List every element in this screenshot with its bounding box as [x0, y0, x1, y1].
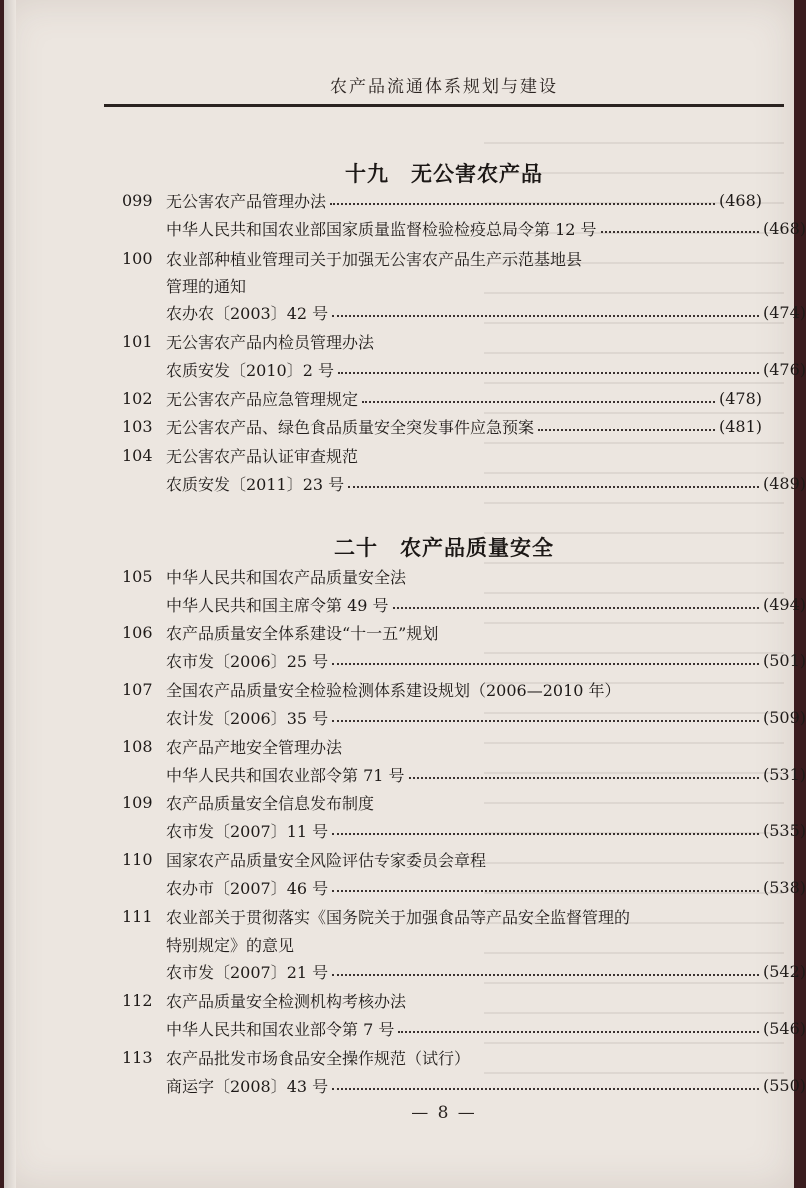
toc-subentry — [122, 1014, 806, 1042]
section-heading: 十九 无公害农产品 — [345, 161, 543, 186]
toc-subentry — [122, 816, 806, 844]
entry-page: (531) — [762, 764, 806, 784]
entry-source: 农市发〔2007〕21 号 — [166, 962, 329, 982]
entry-number: 113 — [122, 1047, 153, 1067]
leader-dots — [332, 833, 759, 835]
entry-source: 中华人民共和国主席令第 49 号 — [166, 595, 389, 615]
entry-number: 105 — [122, 566, 153, 586]
toc-entry[interactable] — [122, 441, 762, 469]
entry-source: 中华人民共和国农业部国家质量监督检验检疫总局令第 12 号 — [166, 219, 597, 239]
entry-title: 农产品质量安全检测机构考核办法 — [166, 991, 407, 1011]
entry-number: 103 — [122, 416, 153, 436]
toc-subentry — [122, 469, 806, 497]
toc-entry[interactable] — [122, 244, 762, 272]
leader-dots — [332, 315, 759, 317]
toc-subentry — [122, 590, 806, 618]
toc-subentry — [122, 298, 806, 326]
entry-title: 无公害农产品应急管理规定 — [166, 389, 359, 409]
leader-dots — [601, 231, 759, 233]
toc-entry[interactable] — [122, 986, 762, 1014]
toc-entry[interactable] — [122, 384, 762, 412]
entry-title: 农产品产地安全管理办法 — [166, 737, 343, 757]
section-heading: 二十 农产品质量安全 — [334, 535, 554, 560]
entry-number: 099 — [122, 190, 153, 210]
entry-number: 109 — [122, 792, 153, 812]
toc-subentry — [122, 873, 806, 901]
entry-source: 农市发〔2006〕25 号 — [166, 651, 329, 671]
leader-dots — [330, 203, 715, 205]
entry-source: 农办市〔2007〕46 号 — [166, 878, 329, 898]
toc-entry[interactable] — [122, 732, 762, 760]
entry-page: (468) — [762, 218, 806, 238]
entry-page: (494) — [762, 594, 806, 614]
entry-page: (476) — [762, 359, 806, 379]
entry-page: (468) — [718, 190, 762, 210]
leader-dots — [332, 974, 759, 976]
entry-source: 农办农〔2003〕42 号 — [166, 303, 329, 323]
leader-dots — [398, 1031, 759, 1033]
toc-entry[interactable] — [122, 412, 762, 440]
toc-subentry — [122, 214, 806, 242]
leader-dots — [409, 777, 759, 779]
entry-title: 农产品质量安全体系建设“十一五”规划 — [166, 623, 439, 643]
entry-number: 110 — [122, 849, 153, 869]
header-rule — [104, 104, 784, 107]
leader-dots — [332, 663, 759, 665]
entry-page: (478) — [718, 388, 762, 408]
entry-page: (489) — [762, 473, 806, 493]
running-header: 农产品流通体系规划与建设 — [330, 77, 558, 97]
toc-entry[interactable] — [122, 675, 762, 703]
book-page — [4, 0, 806, 1188]
entry-number: 107 — [122, 679, 153, 699]
entry-page: (474) — [762, 302, 806, 322]
toc-entry[interactable] — [122, 902, 762, 930]
toc-entry[interactable] — [122, 845, 762, 873]
entry-title: 农产品批发市场食品安全操作规范（试行） — [166, 1048, 471, 1068]
page-edge — [4, 0, 16, 1188]
entry-number: 101 — [122, 331, 153, 351]
entry-title: 国家农产品质量安全风险评估专家委员会章程 — [166, 850, 487, 870]
entry-number: 108 — [122, 736, 153, 756]
entry-title: 无公害农产品内检员管理办法 — [166, 332, 375, 352]
entry-source: 商运字〔2008〕43 号 — [166, 1076, 329, 1096]
entry-title: 无公害农产品、绿色食品质量安全突发事件应急预案 — [166, 417, 535, 437]
leader-dots — [348, 486, 759, 488]
entry-title: 全国农产品质量安全检验检测体系建设规划（2006—2010 年） — [166, 680, 621, 700]
leader-dots — [393, 607, 759, 609]
entry-source: 中华人民共和国农业部令第 7 号 — [166, 1019, 395, 1039]
entry-source: 农质安发〔2011〕23 号 — [166, 474, 345, 494]
entry-source: 中华人民共和国农业部令第 71 号 — [166, 765, 405, 785]
toc-entry[interactable] — [122, 788, 762, 816]
entry-number: 100 — [122, 248, 153, 268]
toc-entry[interactable] — [122, 562, 762, 590]
entry-title: 无公害农产品认证审查规范 — [166, 446, 359, 466]
entry-title: 无公害农产品管理办法 — [166, 191, 327, 211]
toc-subentry — [122, 957, 806, 985]
entry-number: 102 — [122, 388, 153, 408]
entry-page: (481) — [718, 416, 762, 436]
entry-title: 中华人民共和国农产品质量安全法 — [166, 567, 407, 587]
leader-dots — [332, 1088, 759, 1090]
entry-source: 农质安发〔2010〕2 号 — [166, 360, 334, 380]
entry-title: 农业部种植业管理司关于加强无公害农产品生产示范基地县 — [166, 249, 583, 269]
toc-subentry — [122, 1071, 806, 1099]
toc-subentry — [122, 646, 806, 674]
toc-entry[interactable] — [122, 186, 762, 214]
entry-title: 农产品质量安全信息发布制度 — [166, 793, 375, 813]
toc-entry-continuation — [122, 271, 806, 299]
page-number: — 8 — — [411, 1103, 477, 1123]
toc-entry-continuation — [122, 930, 806, 958]
entry-number: 104 — [122, 445, 153, 465]
entry-number: 111 — [122, 906, 153, 926]
entry-page: (535) — [762, 820, 806, 840]
entry-page: (501) — [762, 650, 806, 670]
entry-source: 农计发〔2006〕35 号 — [166, 708, 329, 728]
leader-dots — [362, 401, 715, 403]
toc-entry[interactable] — [122, 327, 762, 355]
toc-subentry — [122, 760, 806, 788]
toc-entry[interactable] — [122, 1043, 762, 1071]
entry-page: (509) — [762, 707, 806, 727]
toc-subentry — [122, 703, 806, 731]
entry-number: 112 — [122, 990, 153, 1010]
entry-page: (542) — [762, 961, 806, 981]
leader-dots — [332, 720, 759, 722]
entry-number: 106 — [122, 622, 153, 642]
toc-subentry — [122, 355, 806, 383]
entry-title-continued: 特别规定》的意见 — [166, 935, 295, 955]
entry-page: (546) — [762, 1018, 806, 1038]
entry-title-continued: 管理的通知 — [166, 276, 247, 296]
leader-dots — [338, 372, 759, 374]
toc-entry[interactable] — [122, 618, 762, 646]
entry-page: (550) — [762, 1075, 806, 1095]
entry-title: 农业部关于贯彻落实《国务院关于加强食品等产品安全监督管理的 — [166, 907, 631, 927]
entry-source: 农市发〔2007〕11 号 — [166, 821, 329, 841]
leader-dots — [332, 890, 759, 892]
entry-page: (538) — [762, 877, 806, 897]
leader-dots — [538, 429, 715, 431]
